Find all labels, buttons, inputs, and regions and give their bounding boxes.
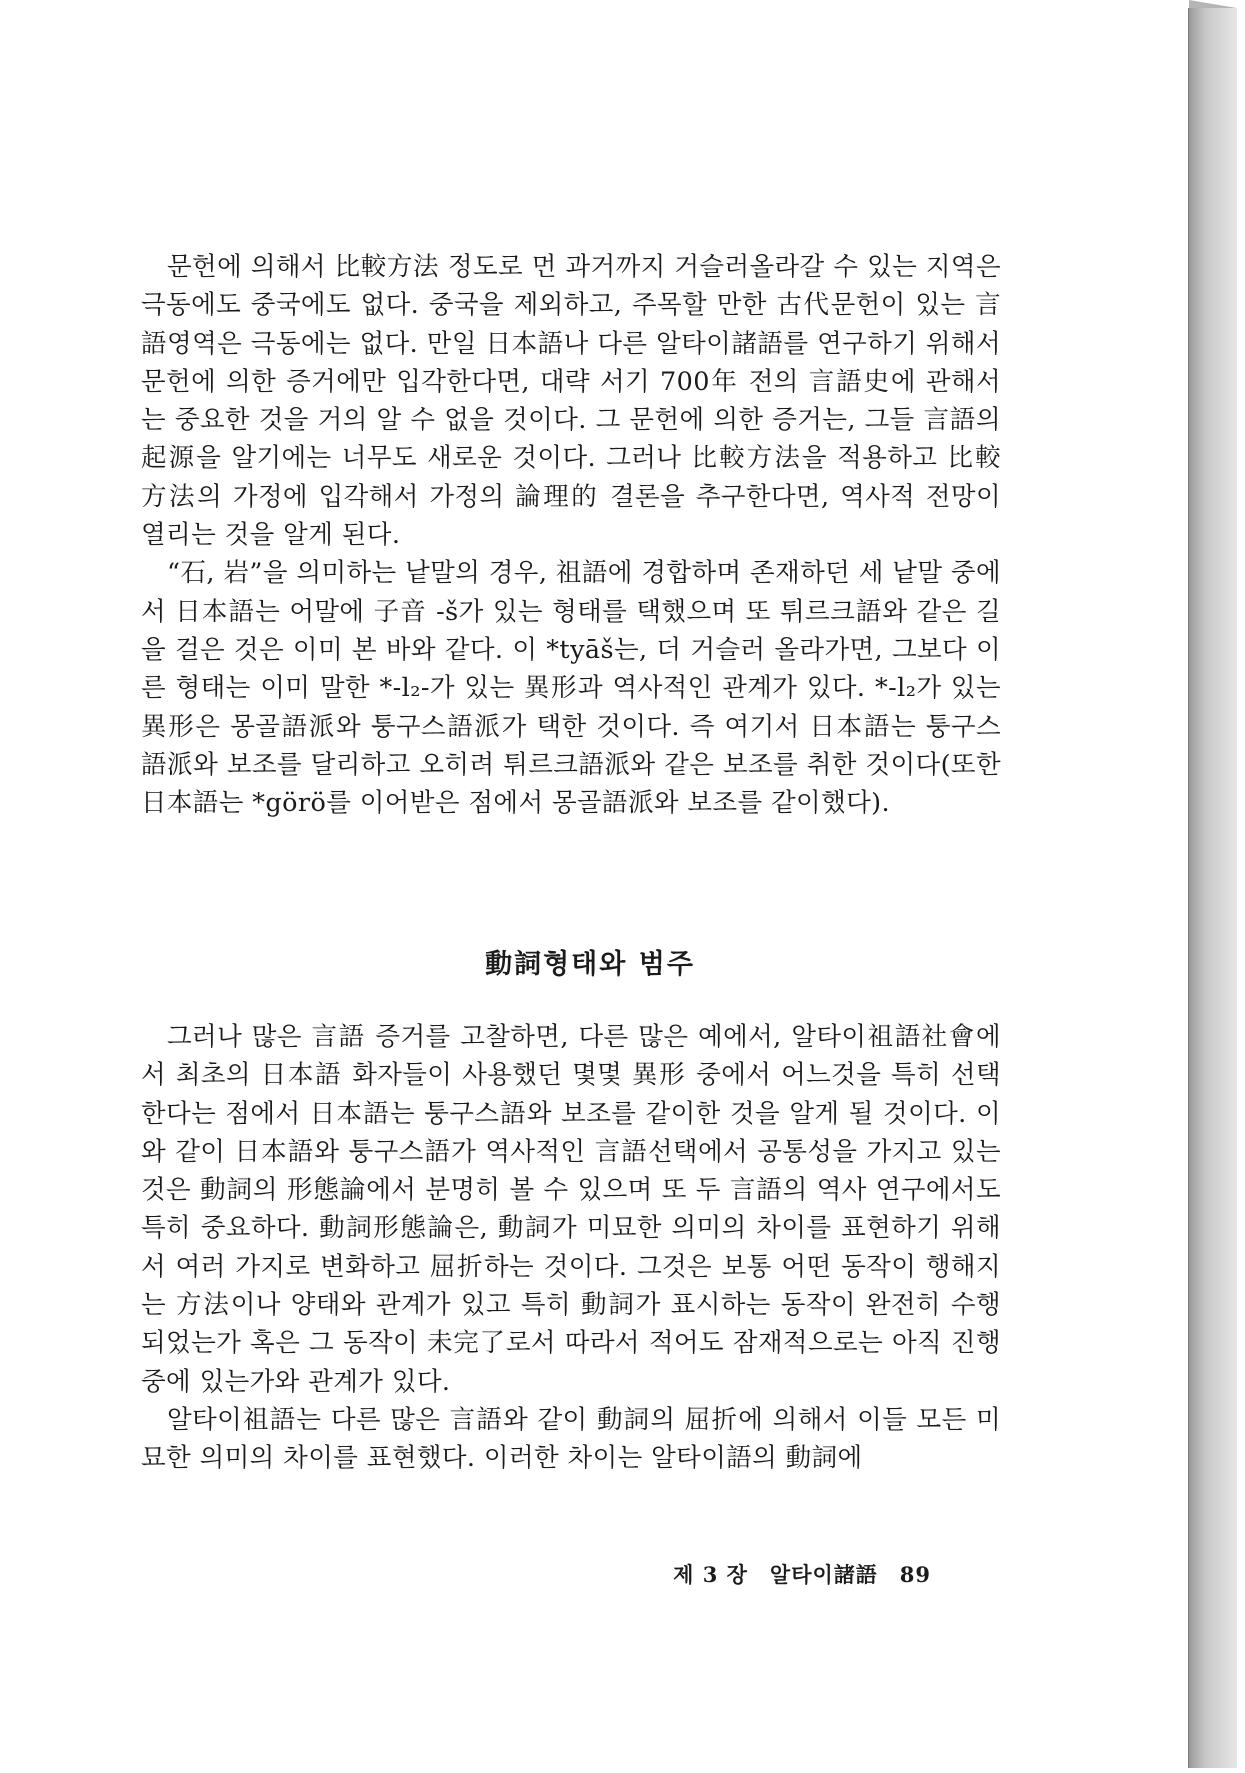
- paragraph: 알타이祖語는 다른 많은 言語와 같이 動詞의 屈折에 의해서 이들 모든 미묘한 의미의 차이를 표현했다. 이러한 차이는 알타이語의 動詞에: [141, 1404, 1001, 1474]
- paragraph: 그러나 많은 言語 증거를 고찰하면, 다른 많은 예에서, 알타이祖語社會에서 최초의 日本語 화자들이 사용했던 몇몇 異形 중에서 어느것을 특히 선택한다는 점에서 日本語는 퉁구스語와 보조를 같이한 것을 알게 될 것이다. 이와 같이 日本語와 퉁구스語가 역사적인 言語선택에서 공통성을 가지고 있는 것은 動詞의 形態論에서 분명히 볼 수 있으며 또 두 言語의 역사 연구에서도 특히 중요하다. 動詞形態論은, 動詞가 미묘한 의미의 차이를 표현하기 위해서 여러 가지로 변화하고 屈折하는 것이다. 그것은 보통 어떤 동작이 행해지는 方法이나 양태와 관계가 있고 특히 動詞가 표시하는 동작이 완전히 수행되었는가 혹은 그 동작이 未完了로서 따라서 적어도 잠재적으로는 아직 진행중에 있는가와 관계가 있다.: [141, 1022, 1001, 1397]
- paragraph: “石, 岩”을 의미하는 낱말의 경우, 祖語에 경합하며 존재하던 세 낱말 중에서 日本語는 어말에 子音 -š가 있는 형태를 택했으며 또 튀르크語와 같은 길을 걸은 것은 이미 본 바와 같다. 이 *tyāš는, 더 거슬러 올라가면, 그보다 이른 형태는 이미 말한 *-l₂-가 있는 異形과 역사적인 관계가 있다. *-l₂가 있는 異形은 몽골語派와 퉁구스語派가 택한 것이다. 즉 여기서 日本語는 퉁구스語派와 보조를 달리하고 오히려 튀르크語派와 같은 보조를 취한 것이다(또한 日本語는 *görö를 이어받은 점에서 몽골語派와 보조를 같이했다).: [141, 558, 1001, 819]
- page-stack-edge: [1188, 8, 1237, 1768]
- bottom-text-block: [141, 1018, 1001, 1478]
- footer-chapter-title: 알타이諸語: [769, 1562, 878, 1587]
- footer-chapter: 제 3 장: [673, 1562, 748, 1587]
- top-text-block: [141, 248, 1001, 822]
- paragraph: 문헌에 의해서 比較方法 정도로 먼 과거까지 거슬러올라갈 수 있는 지역은 극동에도 중국에도 없다. 중국을 제외하고, 주목할 만한 古代문헌이 있는 言語영역은 극동에는 없다. 만일 日本語나 다른 알타이諸語를 연구하기 위해서 문헌에 의한 증거에만 입각한다면, 대략 서기 700年 전의 言語史에 관해서는 중요한 것을 거의 알 수 없을 것이다. 그 문헌에 의한 증거는, 그들 言語의 起源을 알기에는 너무도 새로운 것이다. 그러나 比較方法을 적용하고 比較方法의 가정에 입각해서 가정의 論理的 결론을 추구한다면, 역사적 전망이 열리는 것을 알게 된다.: [141, 252, 1001, 551]
- page-stack-corner: [1189, 0, 1237, 8]
- page-number: 89: [899, 1562, 931, 1587]
- section-heading: 動詞형태와 범주: [485, 949, 695, 980]
- page-footer: [673, 1559, 931, 1589]
